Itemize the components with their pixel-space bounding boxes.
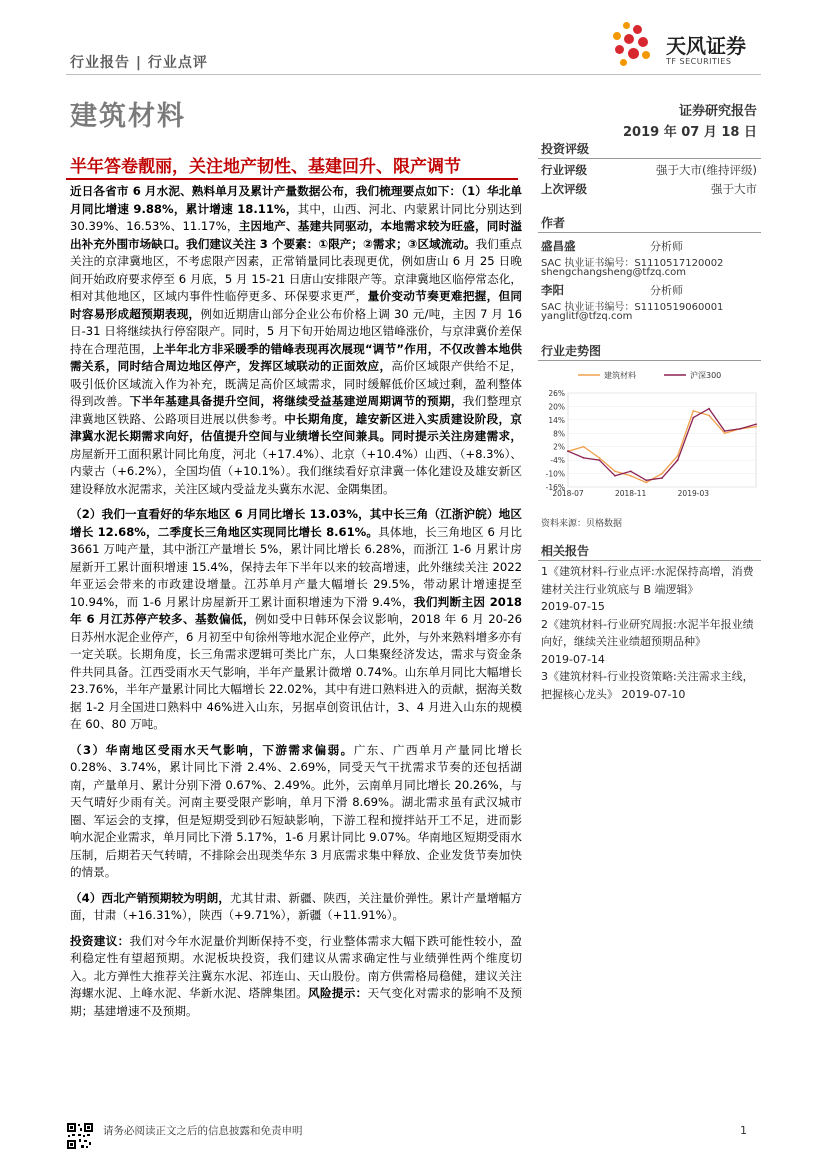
report-category: 行业报告 | 行业点评 [70, 55, 208, 71]
industry-trend-chart [538, 365, 761, 500]
trend-divider [538, 360, 761, 361]
related-reports-list [541, 563, 759, 703]
data-point [661, 477, 663, 479]
data-point [708, 414, 710, 416]
data-point [661, 473, 663, 475]
data-point [614, 475, 616, 477]
emphasis-text: 上半年北方非采暖季的错峰表现再次展现“调节”作用，不仅改善本地供需关系，同时结合周边地区停产，发挥区域联动的正面效应， [70, 341, 522, 373]
data-point [677, 459, 679, 461]
body-text: 广东、广西单月产量同比增长 0.28%、3.74%，累计同比下滑 2.4%、2.69%，同受天气干扰需求节奏的还包括湖南，产量单月、累计分别下滑 0.67%、2.49%。此外，云南单月同比增长 20.26%，与天气晴好少雨有关。河南主要受限产影响，单月下滑 8.69%。湖北需求虽有武汉城市圈、军运会的支撑，但是短期受到砂石短缺影响，下游工程和搅拌站开工不足，进而影响水泥企业需求，单月同比下滑 5.17%，1-6 月累计同比 9.07%。华南地区短期受雨水压制，后期若天气转晴，不排除会出现类华东 3 月底需求集中释放、企业发货节奏加快的情景。 [70, 742, 522, 879]
y-tick-label: 20% [548, 402, 565, 412]
emphasis-text: 主因地产、基建共同驱动，本地需求较为旺盛，同时溢出补充外围市场缺口。我们建议关注 3 个要素：①限产；②需求；③区域流动。 [70, 219, 522, 251]
series-line-1 [568, 409, 756, 481]
analyst-cert: SAC 执业证书编号：S1110517120002 [541, 258, 724, 269]
data-point [755, 423, 757, 425]
logo-text: 天风证券 [666, 34, 746, 58]
y-tick-label: 26% [548, 389, 565, 398]
related-section-title: 相关报告 [541, 544, 590, 558]
company-logo [609, 20, 764, 72]
related-report-item[interactable] [541, 668, 759, 703]
emphasis-text: 中长期角度，雄安新区进入实质建设阶段，京津冀水泥长期需求向好，估值提升空间与业绩增长空间兼具。同时提示关注房建需求， [70, 411, 522, 443]
data-point [645, 482, 647, 484]
related-report-item[interactable] [541, 616, 759, 669]
body-text: 我们重点关注的京津冀地区，不考虑限产因素，正常销量同比表现更优，例如唐山 6 月 25 日晚间开始政府要求停至 6 月底，5 月 15-21 日唐山安排限产等。京津冀地区临停常态化，相对其他地区，区域内事件性临停更多、环保要求更严， [70, 236, 522, 303]
body-text: 高价区域限产供给不足，吸引低价区域流入作为补充，既满足高价区域需求，同时缓解低价区域过剩，盈利整体得到改善。 [70, 359, 522, 408]
paragraph-north-china [70, 183, 522, 498]
headline-divider [66, 178, 518, 180]
emphasis-text: （2）我们一直看好的华东地区 6 月同比增长 13.03%，其中长三角（江浙沪皖）地区增长 12.68%，二季度长三角地区实现同比增长 8.61%。 [70, 507, 522, 539]
x-tick-label: 2019-03 [677, 489, 710, 498]
related-report-date: 2019-07-10 [621, 687, 686, 701]
legend-label: 建筑材料 [604, 371, 636, 380]
qr-code-icon [66, 1122, 94, 1150]
data-point [630, 470, 632, 472]
legend-label: 沪深300 [690, 371, 722, 380]
body-text: 例如受中日韩环保会议影响，2018 年 6 月 20-26 日苏州水泥企业停产，6 月初至中旬徐州等地水泥企业停产，此外，与外来熟料增多亦有一定关联。长期角度，长三角需求逻辑可类比广东，人口集聚经济发达，需求与资金条件共同具备。江西受雨水天气影响，半年产量累计微增 0.74%。山东单月同比大幅增长 23.76%，半年产量累计同比大幅增长 22.02%，其中有进口熟料进入的贡献，据海关数据 1-2 月全国进口熟料中 46%进入山东，另据卓创资讯估计，3、4 月进入山东的规模在 60、80 万吨。 [70, 612, 522, 731]
related-report-date: 2019-07-14 [541, 652, 605, 666]
paragraph-investment-advice [70, 933, 522, 1021]
emphasis-text: 量价变动节奏更难把握，但同时容易形成超预期表现， [70, 289, 522, 321]
data-point [708, 408, 710, 410]
body-text: 我们对今年水泥量价判断保持不变，行业整体需求大幅下跌可能性较小，盈利稳定性有望超预期。水泥板块投资，我们建议从需求确定性与业绩弹性两个维度切入。北方弹性大推荐关注冀东水泥、祁连山、天山股份。南方供需格局稳健，建议关注海螺水泥、上峰水泥、华新水泥、塔牌集团。 [70, 933, 522, 1000]
data-point [692, 410, 694, 412]
paragraph-east-china [70, 506, 522, 734]
emphasis-text: （3）华南地区受雨水天气影响，下游需求偏弱。 [70, 742, 354, 757]
author-section-title: 作者 [541, 216, 566, 230]
industry-title: 建筑材料 [70, 101, 186, 132]
industry-rating-label: 行业评级 [541, 163, 587, 177]
related-report-date: 2019-07-15 [541, 600, 605, 613]
body-text: 房屋新开工面积累计同比角度，河北（+17.4%）、北京（+10.4%）山西、（+8.3%）、内蒙古（+6.2%），全国均值（+10.1%）。我们继续看好京津冀一体化建设及雄安新区建设释放水泥需求，关注区域内受益龙头冀东水泥、金隅集团。 [70, 446, 522, 496]
emphasis-text: 风险提示： [308, 986, 368, 1000]
data-point [724, 430, 726, 432]
headline: 半年答卷靓丽，关注地产韧性、基建回升、限产调节 [70, 157, 461, 177]
data-point [598, 457, 600, 459]
rating-divider [538, 158, 761, 159]
related-report-title[interactable]: 1《建筑材料-行业点评:水泥保持高增，消费建材关注行业筑底与 B 端逻辑》 [541, 565, 754, 596]
author-divider [538, 232, 761, 233]
rating-section-title: 投资评级 [541, 142, 590, 156]
body-text: 天气变化对需求的影响不及预期；基建增速不及预期。 [70, 986, 522, 1018]
body-text: 我们整理京津冀地区铁路、公路项目进展以供参考。 [70, 394, 522, 426]
x-tick-label: 2018-11 [614, 489, 647, 498]
analyst-name: 李阳 [541, 283, 564, 297]
analyst-email[interactable]: shengchangsheng@tfzq.com [541, 267, 686, 278]
data-point [677, 455, 679, 457]
y-tick-label: -10% [545, 469, 565, 479]
body-text: 例如近期唐山部分企业公布价格上调 30 元/吨，主因 7 月 16 日-31 日将继续执行停窑限产。同时，5 月下旬开始周边地区错峰涨价，与京津冀价差保持在合理范围， [70, 306, 522, 356]
related-report-item[interactable] [541, 563, 759, 616]
data-point [755, 426, 757, 428]
report-date: 2019 年 07 月 18 日 [623, 125, 757, 140]
y-tick-label: 2% [553, 442, 565, 452]
y-tick-label: -16% [545, 483, 565, 492]
data-point [645, 479, 647, 481]
emphasis-text: 下半年基建具备提升空间，将继续受益基建逆周期调节的预期， [129, 394, 463, 408]
emphasis-text: 我们判断主因 2018 年 6 月江苏停产较多、基数偏低， [70, 594, 522, 626]
body-text: 尤其甘肃、新疆、陕西，关注量价弹性。累计产量增幅方面，甘肃（+16.31%），陕西（+9.71%），新疆（+11.91%）。 [70, 890, 522, 922]
logo-subtext: TF SECURITIES [666, 57, 732, 66]
main-body [70, 183, 522, 1028]
previous-rating-label: 上次评级 [541, 182, 587, 196]
emphasis-text: （4）西北产销预期较为明朗， [70, 890, 231, 905]
data-point [598, 459, 600, 461]
y-tick-label: 14% [548, 415, 565, 425]
analyst-cert: SAC 执业证书编号：S1110519060001 [541, 302, 724, 313]
y-tick-label: 8% [553, 429, 565, 439]
data-point [724, 432, 726, 434]
logo-mark-icon [609, 20, 659, 72]
y-tick-label: -4% [550, 456, 565, 466]
paragraph-south-china [70, 742, 522, 882]
footer-disclaimer: 请务必阅读正文之后的信息披露和免责申明 [103, 1125, 303, 1137]
emphasis-text: 近日各省市 6 月水泥、熟料单月及累计产量数据公布，我们梳理要点如下：（1）华北单月同比增速 9.88%，累计增速 18.11%， [70, 184, 522, 216]
chart-source: 资料来源：贝格数据 [541, 519, 623, 529]
emphasis-text: 投资建议： [70, 933, 130, 948]
page-number: 1 [740, 1124, 747, 1137]
report-type: 证券研究报告 [678, 104, 757, 119]
analyst-name: 盛昌盛 [541, 239, 576, 253]
data-point [583, 457, 585, 459]
body-text: 具体地，长三角地区 6 月比 3661 万吨产量，其中浙江产量增长 5%，累计同比增长 6.28%，而浙江 1-6 月累计房屋新开工累计面积增速 15.4%，保持去年下半年以来的较高增速，此外继续关注 2022 年亚运会带来的市政建设增量。江苏单月产量大幅增长 29.5%，带动累计增速提至 10.94%，而 1-6 月累计房屋新开工累计面积增速为下滑 9.4%， [70, 524, 523, 609]
body-text: 其中，山西、河北、内蒙累计同比分别达到 30.39%、16.53%、11.17%， [70, 201, 522, 233]
data-point [739, 428, 741, 430]
analyst-title: 分析师 [650, 284, 683, 297]
trend-section-title: 行业走势图 [541, 344, 602, 358]
x-tick-label: 2018-07 [552, 489, 584, 498]
analyst-title: 分析师 [650, 240, 683, 253]
previous-rating-value: 强于大市 [711, 182, 757, 196]
related-divider [538, 560, 761, 561]
data-point [567, 450, 569, 452]
related-report-title[interactable]: 3《建筑材料-行业投资策略:关注需求主线，把握核心龙头》 [541, 670, 754, 701]
data-point [614, 470, 616, 472]
data-point [630, 475, 632, 477]
analyst-email[interactable]: yanglitf@tfzq.com [541, 311, 633, 322]
industry-rating-value: 强于大市(维持评级) [656, 163, 757, 177]
data-point [583, 446, 585, 448]
data-point [692, 417, 694, 419]
header-divider [66, 74, 761, 75]
related-report-title[interactable]: 2《建筑材料-行业研究周报:水泥半年报业绩向好，继续关注业绩超预期品种》 [541, 617, 754, 648]
paragraph-northwest [70, 890, 522, 925]
